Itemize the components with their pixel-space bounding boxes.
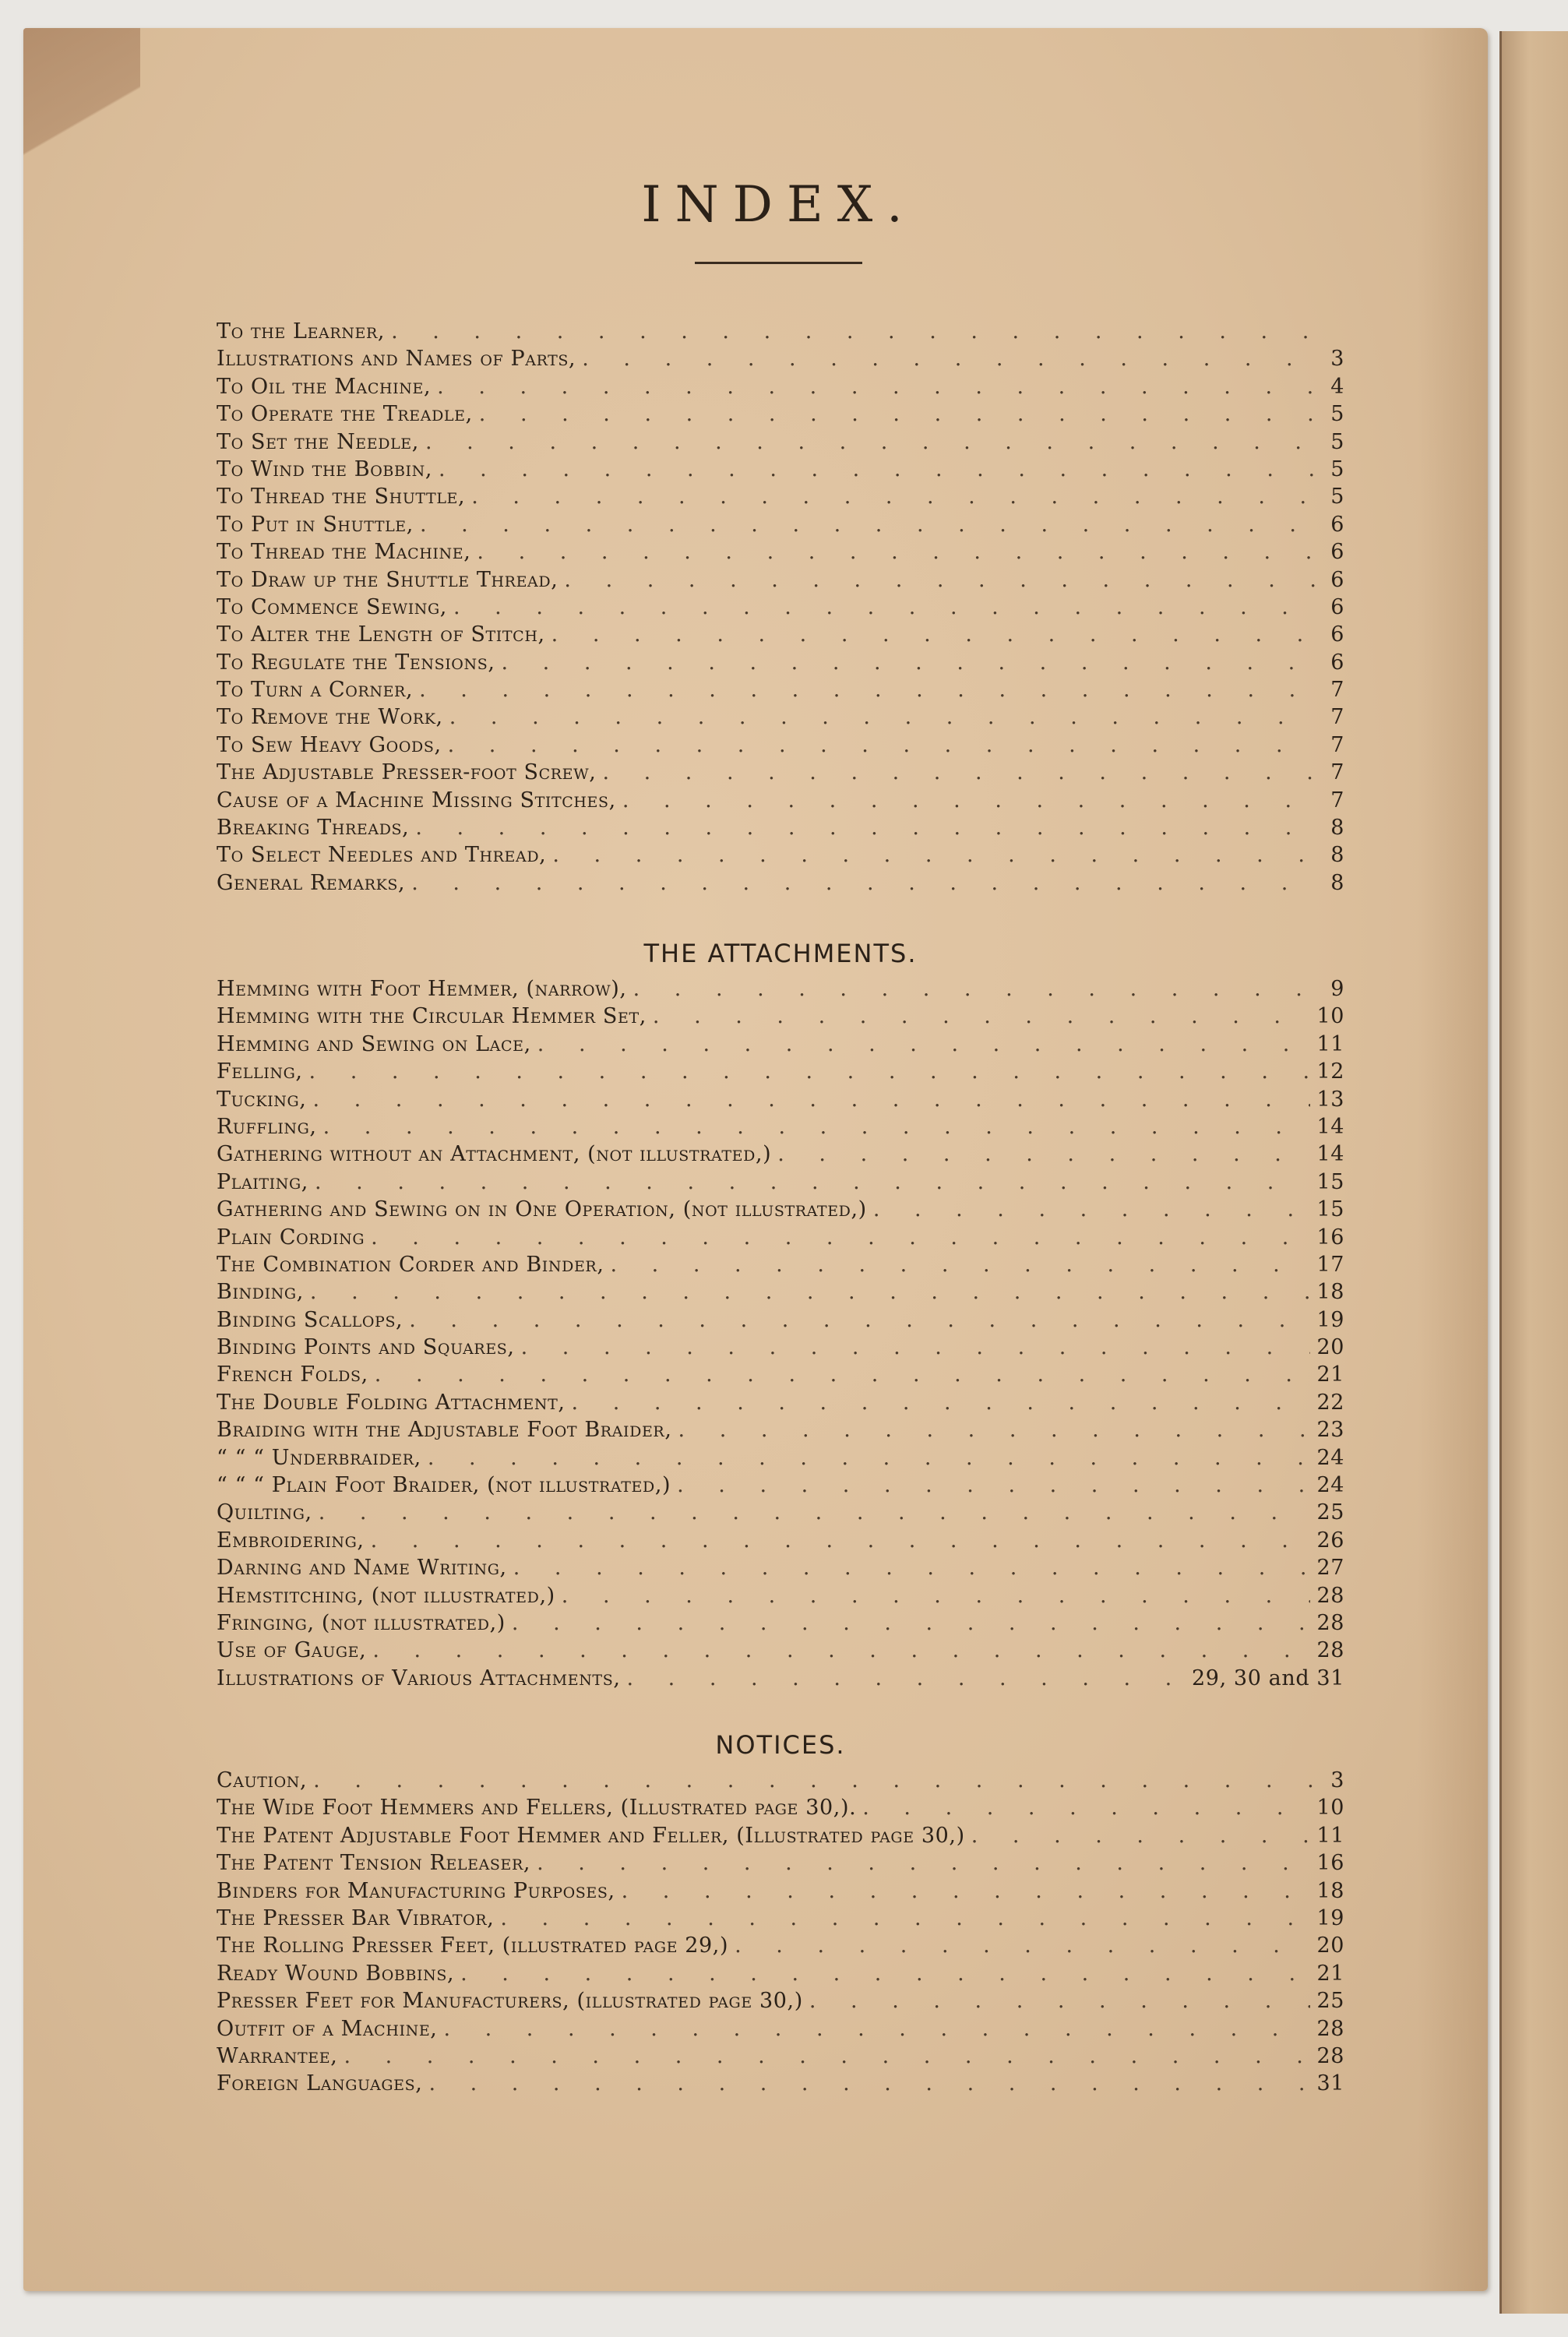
entry-label: Breaking Threads, <box>217 816 410 841</box>
dot-leader <box>862 1794 1310 1821</box>
entry-page-number: 24 <box>1316 1473 1344 1498</box>
entry-label: The Adjustable Presser-foot Screw, <box>217 760 597 785</box>
entry-label: Gathering without an Attachment, (not illustrated,) <box>217 1142 772 1167</box>
index-entry <box>217 1877 1344 1905</box>
entry-page-number: 19 <box>1316 1307 1344 1332</box>
dot-leader <box>551 621 1316 648</box>
entry-label: The Patent Adjustable Foot Hemmer and Feller, (Illustrated page 30,) <box>217 1823 965 1848</box>
entry-label: Caution, <box>217 1768 308 1792</box>
index-entry <box>217 2015 1344 2043</box>
entry-page-number: 20 <box>1316 1933 1344 1958</box>
entry-label: To Commence Sewing, <box>217 594 447 619</box>
entry-page-number: 4 <box>1330 374 1344 399</box>
entry-page-number: 7 <box>1330 678 1344 703</box>
entry-label: Plaiting, <box>217 1169 308 1194</box>
entry-page-number: 8 <box>1330 816 1344 841</box>
dot-leader <box>564 566 1316 594</box>
dot-leader <box>622 1877 1311 1905</box>
entry-page-number: 10 <box>1316 1796 1344 1821</box>
index-entry <box>217 1794 1344 1821</box>
index-entry <box>217 1416 1344 1443</box>
entry-label: To Sew Heavy Goods, <box>217 732 442 757</box>
entry-page-number: 31 <box>1316 2071 1344 2096</box>
dot-leader <box>319 1499 1311 1526</box>
entry-label: Outfit of a Machine, <box>217 2016 438 2041</box>
index-entry <box>217 703 1344 731</box>
dot-leader <box>521 1334 1311 1361</box>
entry-label: Illustrations of Various Attachments, <box>217 1666 621 1690</box>
entry-label: Ruffling, <box>217 1114 317 1139</box>
index-entry <box>217 975 1344 1003</box>
entry-label: To Oil the Machine, <box>217 374 432 399</box>
attachments-heading: THE ATTACHMENTS. <box>643 939 918 968</box>
dot-leader <box>460 1960 1310 1987</box>
entry-page-number: 6 <box>1330 650 1344 675</box>
entry-label: Ready Wound Bobbins, <box>217 1961 455 1986</box>
dot-leader <box>310 1278 1311 1306</box>
index-entry <box>217 566 1344 594</box>
entry-label: Hemming with the Circular Hemmer Set, <box>217 1004 647 1029</box>
entry-page-number: 8 <box>1330 870 1344 895</box>
entry-label: To Alter the Length of Stitch, <box>217 622 545 647</box>
notices-list <box>217 1767 1344 2098</box>
entry-page-number: 27 <box>1316 1556 1344 1581</box>
entry-label: “ “ “ Plain Foot Braider, (not illustrated,) <box>217 1473 671 1498</box>
entry-label: The Rolling Presser Feet, (illustrated page 29,) <box>217 1933 729 1958</box>
entry-page-number: 14 <box>1316 1142 1344 1167</box>
entry-page-number: 22 <box>1316 1390 1344 1415</box>
index-entry <box>217 345 1344 372</box>
dot-leader <box>453 594 1316 621</box>
entry-label: Gathering and Sewing on in One Operation, (not illustrated,) <box>217 1197 867 1222</box>
index-entry <box>217 1003 1344 1030</box>
entry-label: Cause of a Machine Missing Stitches, <box>217 788 616 812</box>
index-entry <box>217 1637 1344 1664</box>
dot-leader <box>448 731 1316 759</box>
entry-page-number: 17 <box>1316 1252 1344 1277</box>
dot-leader <box>428 1444 1311 1472</box>
dot-leader <box>371 1527 1311 1554</box>
dot-leader <box>602 759 1316 786</box>
index-entry <box>217 594 1344 621</box>
entry-page-number: 5 <box>1330 485 1344 509</box>
entry-label: The Double Folding Attachment, <box>217 1390 566 1415</box>
dot-leader <box>633 975 1316 1003</box>
entry-label: To Turn a Corner, <box>217 678 414 703</box>
notices-heading: NOTICES. <box>715 1730 846 1760</box>
entry-page-number: 28 <box>1316 1583 1344 1608</box>
index-entry <box>217 1140 1344 1168</box>
index-entry <box>217 1554 1344 1581</box>
dot-leader <box>443 2015 1310 2043</box>
entry-page-number: 12 <box>1316 1059 1344 1084</box>
index-entry <box>217 1113 1344 1140</box>
entry-label: To Select Needles and Thread, <box>217 843 547 868</box>
index-entry <box>217 621 1344 648</box>
entry-page-number: 14 <box>1316 1114 1344 1139</box>
entry-label: Hemming with Foot Hemmer, (narrow), <box>217 977 627 1001</box>
entry-page-number: 28 <box>1316 1638 1344 1663</box>
entry-page-number: 15 <box>1316 1197 1344 1222</box>
index-entry <box>217 1086 1344 1113</box>
index-entry <box>217 731 1344 759</box>
dot-leader <box>678 1416 1311 1443</box>
dot-leader <box>611 1251 1311 1278</box>
entry-page-number: 29, 30 and 31 <box>1192 1666 1344 1690</box>
dot-leader <box>677 1472 1310 1499</box>
entry-page-number: 9 <box>1330 977 1344 1001</box>
entry-page-number: 28 <box>1316 1610 1344 1635</box>
entry-label: To Operate the Treadle, <box>217 402 473 427</box>
entry-label: Hemstitching, (not illustrated,) <box>217 1583 555 1608</box>
index-entry <box>217 483 1344 510</box>
entry-label: Embroidering, <box>217 1528 365 1553</box>
entry-page-number: 13 <box>1316 1087 1344 1112</box>
entry-page-number: 28 <box>1316 2016 1344 2041</box>
entry-page-number: 6 <box>1330 622 1344 647</box>
index-entry <box>217 1334 1344 1361</box>
dot-leader <box>500 1905 1310 1932</box>
dot-leader <box>375 1361 1311 1388</box>
index-entry <box>217 1361 1344 1388</box>
index-entry <box>217 1987 1344 2014</box>
index-entry <box>217 400 1344 428</box>
dot-leader <box>873 1196 1311 1223</box>
dot-leader <box>735 1932 1310 1959</box>
dot-leader <box>513 1554 1311 1581</box>
index-entry <box>217 1058 1344 1085</box>
entry-page-number: 7 <box>1330 788 1344 812</box>
index-entry <box>217 456 1344 483</box>
index-entry <box>217 2043 1344 2070</box>
entry-label: Braiding with the Adjustable Foot Braider, <box>217 1418 672 1443</box>
entry-page-number: 7 <box>1330 705 1344 730</box>
dot-leader <box>572 1389 1311 1416</box>
entry-page-number: 5 <box>1330 402 1344 427</box>
index-entry <box>217 1822 1344 1849</box>
dot-leader <box>425 428 1316 456</box>
entry-label: Hemming and Sewing on Lace, <box>217 1031 531 1056</box>
index-entry <box>217 1444 1344 1472</box>
entry-label: Felling, <box>217 1059 303 1084</box>
entry-page-number: 18 <box>1316 1280 1344 1305</box>
entry-page-number: 7 <box>1330 760 1344 785</box>
entry-page-number: 28 <box>1316 2043 1344 2068</box>
general-index-section <box>217 318 1344 897</box>
entry-label: Plain Cording <box>217 1225 365 1250</box>
index-entry <box>217 428 1344 456</box>
entry-page-number: 16 <box>1316 1225 1344 1250</box>
dot-leader <box>479 400 1316 428</box>
index-entry <box>217 1582 1344 1609</box>
index-entry <box>217 1499 1344 1526</box>
entry-page-number: 21 <box>1316 1362 1344 1387</box>
entry-label: To the Learner, <box>217 319 386 344</box>
dot-leader <box>627 1665 1186 1692</box>
index-entry <box>217 814 1344 841</box>
entry-page-number: 3 <box>1330 347 1344 372</box>
dot-leader <box>315 1168 1310 1196</box>
index-entry <box>217 1905 1344 1932</box>
index-entry <box>217 1609 1344 1637</box>
dot-leader <box>582 345 1316 372</box>
index-entry <box>217 1251 1344 1278</box>
entry-label: Use of Gauge, <box>217 1638 367 1663</box>
entry-page-number: 15 <box>1316 1169 1344 1194</box>
entry-page-number: 3 <box>1330 1768 1344 1792</box>
entry-label: The Presser Bar Vibrator, <box>217 1905 495 1930</box>
entry-label: To Wind the Bobbin, <box>217 456 433 481</box>
dot-leader <box>420 511 1316 538</box>
index-entry <box>217 1767 1344 1794</box>
entry-label: Binding Scallops, <box>217 1307 403 1332</box>
entry-page-number: 8 <box>1330 843 1344 868</box>
dot-leader <box>537 1031 1311 1058</box>
entry-label: The Combination Corder and Binder, <box>217 1252 604 1277</box>
entry-page-number: 5 <box>1330 456 1344 481</box>
dot-leader <box>309 1058 1311 1085</box>
entry-page-number: 6 <box>1330 540 1344 565</box>
page-title: INDEX. <box>641 176 917 234</box>
entry-page-number: 11 <box>1316 1823 1344 1848</box>
entry-page-number: 24 <box>1316 1445 1344 1470</box>
index-entry <box>217 511 1344 538</box>
index-page <box>23 28 1488 2291</box>
entry-label: The Wide Foot Hemmers and Fellers, (Illustrated page 30,). <box>217 1796 857 1821</box>
dot-leader <box>313 1767 1316 1794</box>
attachments-list <box>217 975 1344 1692</box>
title-divider <box>695 262 862 264</box>
dot-leader <box>809 1987 1311 2014</box>
index-entry <box>217 1849 1344 1877</box>
dot-leader <box>371 1224 1310 1251</box>
entry-label: General Remarks, <box>217 870 406 895</box>
entry-page-number: 18 <box>1316 1878 1344 1903</box>
dot-leader <box>411 869 1316 897</box>
entry-page-number: 10 <box>1316 1004 1344 1029</box>
entry-page-number: 6 <box>1330 594 1344 619</box>
index-entry <box>217 649 1344 676</box>
index-entry <box>217 373 1344 400</box>
dot-leader <box>562 1582 1311 1609</box>
entry-label: Quilting, <box>217 1500 312 1525</box>
dot-leader <box>971 1822 1311 1849</box>
entry-page-number: 6 <box>1330 567 1344 592</box>
dot-leader <box>537 1849 1310 1877</box>
entry-label: The Patent Tension Releaser, <box>217 1851 531 1876</box>
dot-leader <box>428 2070 1310 2097</box>
index-entry <box>217 759 1344 786</box>
entry-page-number: 19 <box>1316 1905 1344 1930</box>
dot-leader <box>622 787 1316 814</box>
entry-label: Darning and Name Writing, <box>217 1556 507 1581</box>
entry-page-number: 26 <box>1316 1528 1344 1553</box>
dot-leader <box>449 703 1316 731</box>
index-entry <box>217 676 1344 703</box>
index-entry <box>217 1278 1344 1306</box>
entry-page-number: 25 <box>1316 1989 1344 2014</box>
index-entry <box>217 1472 1344 1499</box>
index-entry <box>217 1196 1344 1223</box>
dot-leader <box>409 1306 1310 1334</box>
adjacent-page-edge <box>1499 31 1568 2314</box>
index-entry <box>217 1224 1344 1251</box>
dot-leader <box>437 373 1316 400</box>
entry-label: Tucking, <box>217 1087 307 1112</box>
entry-label: “ “ “ Underbraider, <box>217 1445 421 1470</box>
entry-label: Fringing, (not illustrated,) <box>217 1610 506 1635</box>
index-entry <box>217 1527 1344 1554</box>
entry-page-number: 16 <box>1316 1851 1344 1876</box>
index-entry <box>217 1306 1344 1334</box>
dot-leader <box>439 456 1316 483</box>
index-entry <box>217 538 1344 566</box>
index-entry <box>217 1932 1344 1959</box>
dot-leader <box>653 1003 1311 1030</box>
entry-label: French Folds, <box>217 1362 368 1387</box>
entry-label: Presser Feet for Manufacturers, (illustrated page 30,) <box>217 1989 803 2014</box>
entry-label: To Thread the Shuttle, <box>217 485 466 509</box>
entry-label: To Put in Shuttle, <box>217 512 414 537</box>
dot-leader <box>512 1609 1311 1637</box>
index-entry <box>217 2070 1344 2097</box>
dot-leader <box>477 538 1316 566</box>
entry-label: Warrantee, <box>217 2043 338 2068</box>
entry-page-number: 23 <box>1316 1418 1344 1443</box>
index-entry <box>217 1168 1344 1196</box>
index-entry <box>217 869 1344 897</box>
entry-page-number: 20 <box>1316 1335 1344 1360</box>
attachments-section <box>217 932 1344 1692</box>
dot-leader <box>502 649 1316 676</box>
dot-leader <box>344 2043 1310 2070</box>
dot-leader <box>372 1637 1310 1664</box>
dot-leader <box>391 318 1316 345</box>
index-entry <box>217 841 1344 869</box>
entry-label: Binding, <box>217 1280 304 1305</box>
entry-label: Foreign Languages, <box>217 2071 423 2096</box>
dot-leader <box>552 841 1316 869</box>
dot-leader <box>323 1113 1311 1140</box>
entry-label: To Set the Needle, <box>217 429 419 454</box>
entry-label: To Remove the Work, <box>217 705 443 730</box>
entry-page-number: 21 <box>1316 1961 1344 1986</box>
entry-page-number: 25 <box>1316 1500 1344 1525</box>
dot-leader <box>471 483 1316 510</box>
entry-label: Binding Points and Squares, <box>217 1335 515 1360</box>
entry-page-number: 5 <box>1330 429 1344 454</box>
dot-leader <box>777 1140 1310 1168</box>
entry-label: Illustrations and Names of Parts, <box>217 347 576 372</box>
index-entry <box>217 318 1344 345</box>
index-entry <box>217 787 1344 814</box>
index-entry <box>217 1960 1344 1987</box>
entry-page-number: 7 <box>1330 732 1344 757</box>
entry-label: To Draw up the Shuttle Thread, <box>217 567 558 592</box>
entry-page-number: 6 <box>1330 512 1344 537</box>
dot-leader <box>415 814 1316 841</box>
entry-label: Binders for Manufacturing Purposes, <box>217 1878 615 1903</box>
index-entry <box>217 1031 1344 1058</box>
entry-page-number: 11 <box>1316 1031 1344 1056</box>
entry-label: To Regulate the Tensions, <box>217 650 495 675</box>
index-entry <box>217 1665 1344 1692</box>
notices-section <box>217 1723 1344 2098</box>
index-entry <box>217 1389 1344 1416</box>
dot-leader <box>312 1086 1310 1113</box>
entry-label: To Thread the Machine, <box>217 540 471 565</box>
dot-leader <box>419 676 1316 703</box>
